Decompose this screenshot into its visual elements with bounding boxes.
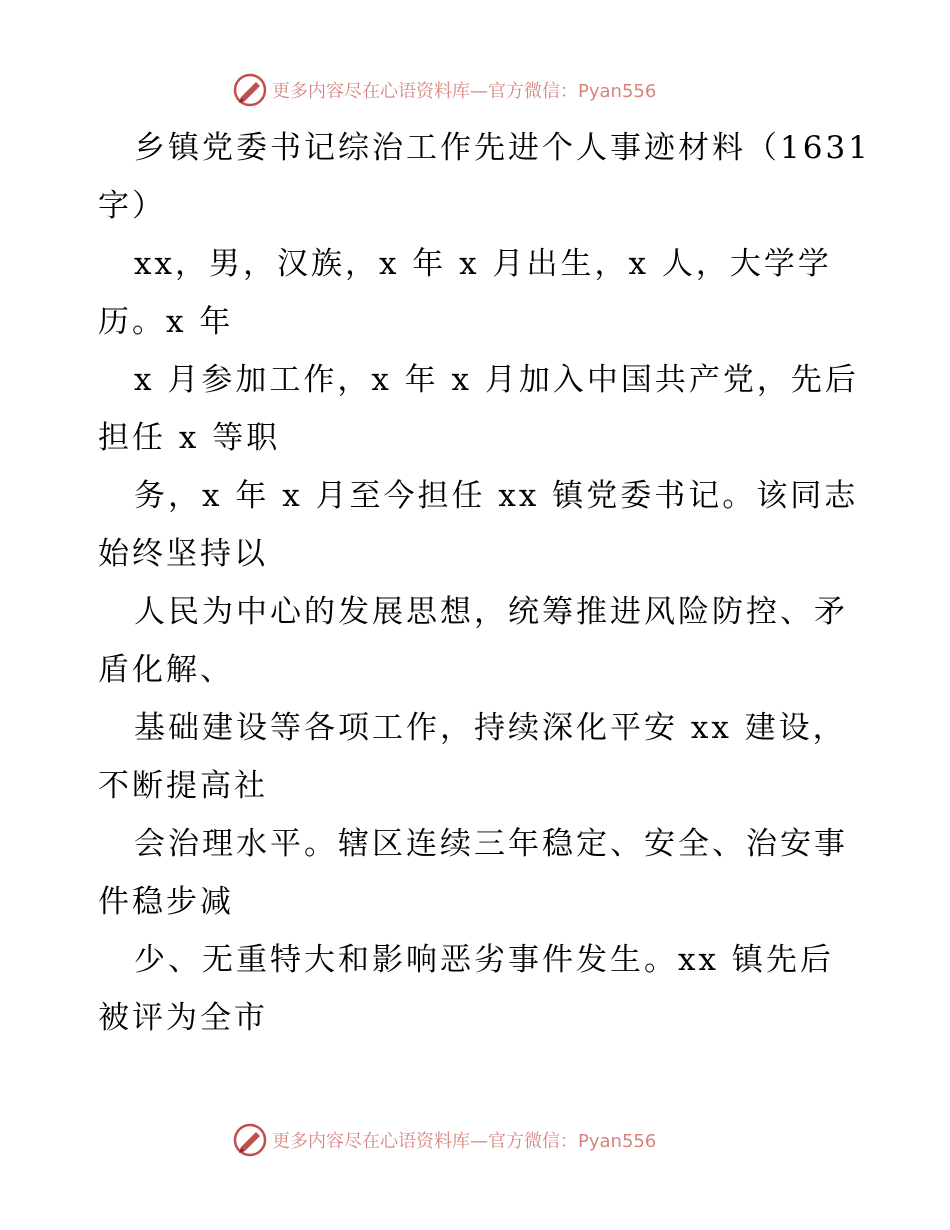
text-line: 件稳步减 bbox=[98, 884, 234, 920]
text-line: 乡镇党委书记综治工作先进个人事迹材料（1631 bbox=[134, 130, 871, 166]
text-line: 始终坚持以 bbox=[98, 536, 268, 572]
text-line: 字） bbox=[98, 188, 166, 224]
text-line: 不断提高社 bbox=[98, 768, 268, 804]
text-line: 人民为中心的发展思想，统筹推进风险防控、矛 bbox=[134, 594, 848, 630]
text-line: 被评为全市 bbox=[98, 1000, 268, 1036]
text-line: x 月参加工作，x 年 x 月加入中国共产党，先后 bbox=[134, 362, 859, 398]
text-line: 担任 x 等职 bbox=[98, 420, 281, 456]
watermark-text: 更多内容尽在心语资料库—官方微信：Pyan556 bbox=[272, 1131, 657, 1152]
text-line: 会治理水平。辖区连续三年稳定、安全、治安事 bbox=[134, 826, 848, 862]
footer-watermark bbox=[232, 1122, 656, 1158]
text-line: 基础建设等各项工作，持续深化平安 xx 建设， bbox=[134, 710, 847, 746]
text-line: 少、无重特大和影响恶劣事件发生。xx 镇先后 bbox=[134, 942, 834, 978]
text-line: 盾化解、 bbox=[98, 652, 234, 688]
watermark-text: 更多内容尽在心语资料库—官方微信：Pyan556 bbox=[272, 81, 657, 102]
text-line: xx，男，汉族，x 年 x 月出生，x 人，大学学 bbox=[134, 246, 832, 282]
pen-seal-icon bbox=[232, 1122, 268, 1158]
text-line: 历。x 年 bbox=[98, 304, 234, 340]
text-line: 务，x 年 x 月至今担任 xx 镇党委书记。该同志 bbox=[134, 478, 859, 514]
